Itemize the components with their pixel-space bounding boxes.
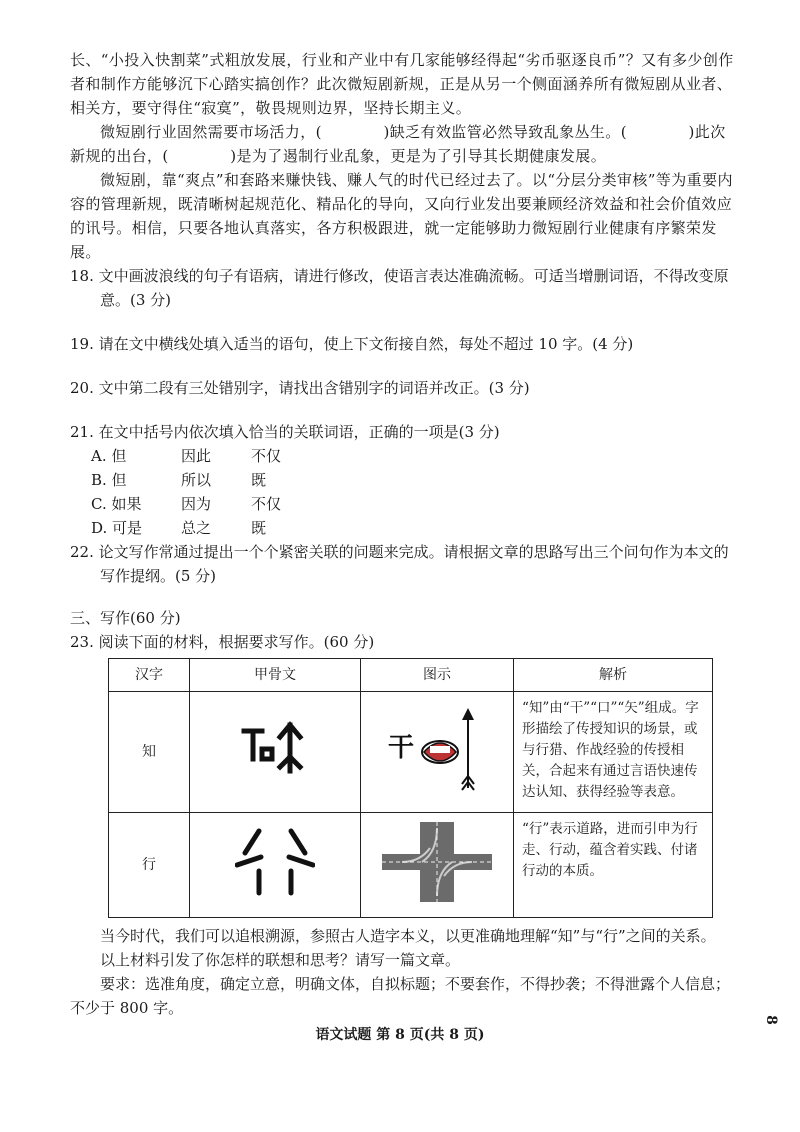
question-21: 21. 在文中括号内依次填入恰当的关联词语，正确的一项是(3 分) A. 但 因此 不仅 B. 但 所以 既 C. 如果 因为 不仅 D. 可是 总之 既 [70, 420, 738, 540]
question-18: 18. 文中画波浪线的句子有语病，请进行修改，使语言表达准确流畅。可适当增删词语，不得改变原意。(3 分) [70, 267, 729, 309]
reading-passage [70, 48, 738, 264]
table-row [109, 813, 713, 918]
option-a: A. 但 因此 不仅 [91, 447, 282, 465]
section-title: 三、写作(60 分) [70, 609, 181, 627]
crossroad-illustration [382, 822, 492, 902]
illustration-label: 干 [388, 732, 415, 763]
material-table [108, 658, 713, 918]
question-20: 20. 文中第二段有三处错别字，请找出含错别字的词语并改正。(3 分) [70, 379, 530, 397]
writing-prompt: 以上材料引发了你怎样的联想和思考？请写一篇文章。 [100, 951, 461, 969]
hanzi-cell: 知 [109, 692, 190, 813]
explanation-cell: “行”表示道路，进而引申为行走、行动，蕴含着实践、付诸行动的本质。 [514, 813, 713, 918]
passage-paragraph-2: 微短剧行业固然需要市场活力，( )缺乏有效监管必然导致乱象丛生。( )此次新规的出台，( )是为了遏制行业乱象，更是为了引导其长期健康发展。 [70, 123, 726, 165]
option-d: D. 可是 总之 既 [91, 519, 267, 537]
writing-section [70, 606, 738, 1020]
illustration-cell [361, 692, 514, 813]
explanation-cell: “知”由“干”“口”“矢”组成。字形描绘了传授知识的场景，或与行猎、作战经验的传授相关，合起来有通过言语快速传达认知、获得经验等表意。 [514, 692, 713, 813]
passage-paragraph-1: 长、“小投入快割菜”式粗放发展，行业和产业中有几家能够经得起“劣币驱逐良币”？又有多少创作者和制作方能够沉下心踏实搞创作？此次微短剧新规，正是从另一个侧面涵养所有微短剧从业者、相关方，要守得住“寂寞”，敬畏规则边界，坚持长期主义。 [70, 51, 734, 117]
exam-page [70, 48, 738, 1020]
page-side-mark: 8 [762, 1015, 779, 1025]
table-row [109, 692, 713, 813]
question-19: 19. 请在文中横线处填入适当的语句，使上下文衔接自然，每处不超过 10 字。(4 分) [70, 335, 634, 353]
option-b: B. 但 所以 既 [91, 471, 267, 489]
hanzi-cell: 行 [109, 813, 190, 918]
table-header: 解析 [514, 659, 713, 692]
oracle-bone-cell [190, 813, 361, 918]
oracle-zhi-glyph [240, 719, 310, 779]
zhi-illustration [382, 704, 492, 794]
table-header: 汉字 [109, 659, 190, 692]
table-header: 甲骨文 [190, 659, 361, 692]
oracle-bone-cell [190, 692, 361, 813]
oracle-xing-glyph [235, 827, 315, 897]
question-22: 22. 论文写作常通过提出一个个紧密关联的问题来完成。请根据文章的思路写出三个问句作为本文的写作提纲。(5 分) [70, 543, 729, 585]
material-text: 当今时代，我们可以追根溯源，参照古人造字本义，以更准确地理解“知”与“行”之间的关系。 [100, 927, 716, 945]
illustration-cell [361, 813, 514, 918]
passage-paragraph-3: 微短剧，靠“爽点”和套路来赚快钱、赚人气的时代已经过去了。以“分层分类审核”等为重要内容的管理新规，既清晰树起规范化、精品化的导向，又向行业发出要兼顾经济效益和社会价值效应的讯号。相信，只要各地认真落实，各方积极跟进，就一定能够助力微短剧行业健康有序繁荣发展。 [70, 171, 733, 261]
question-23: 23. 阅读下面的材料，根据要求写作。(60 分) [70, 633, 375, 651]
writing-requirements: 要求：选准角度，确定立意，明确文体，自拟标题；不要套作，不得抄袭；不得泄露个人信息；不少于 800 字。 [70, 975, 731, 1017]
option-c: C. 如果 因为 不仅 [91, 495, 282, 513]
page-footer: 语文试题 第 8 页(共 8 页) [315, 1027, 485, 1043]
table-header: 图示 [361, 659, 514, 692]
